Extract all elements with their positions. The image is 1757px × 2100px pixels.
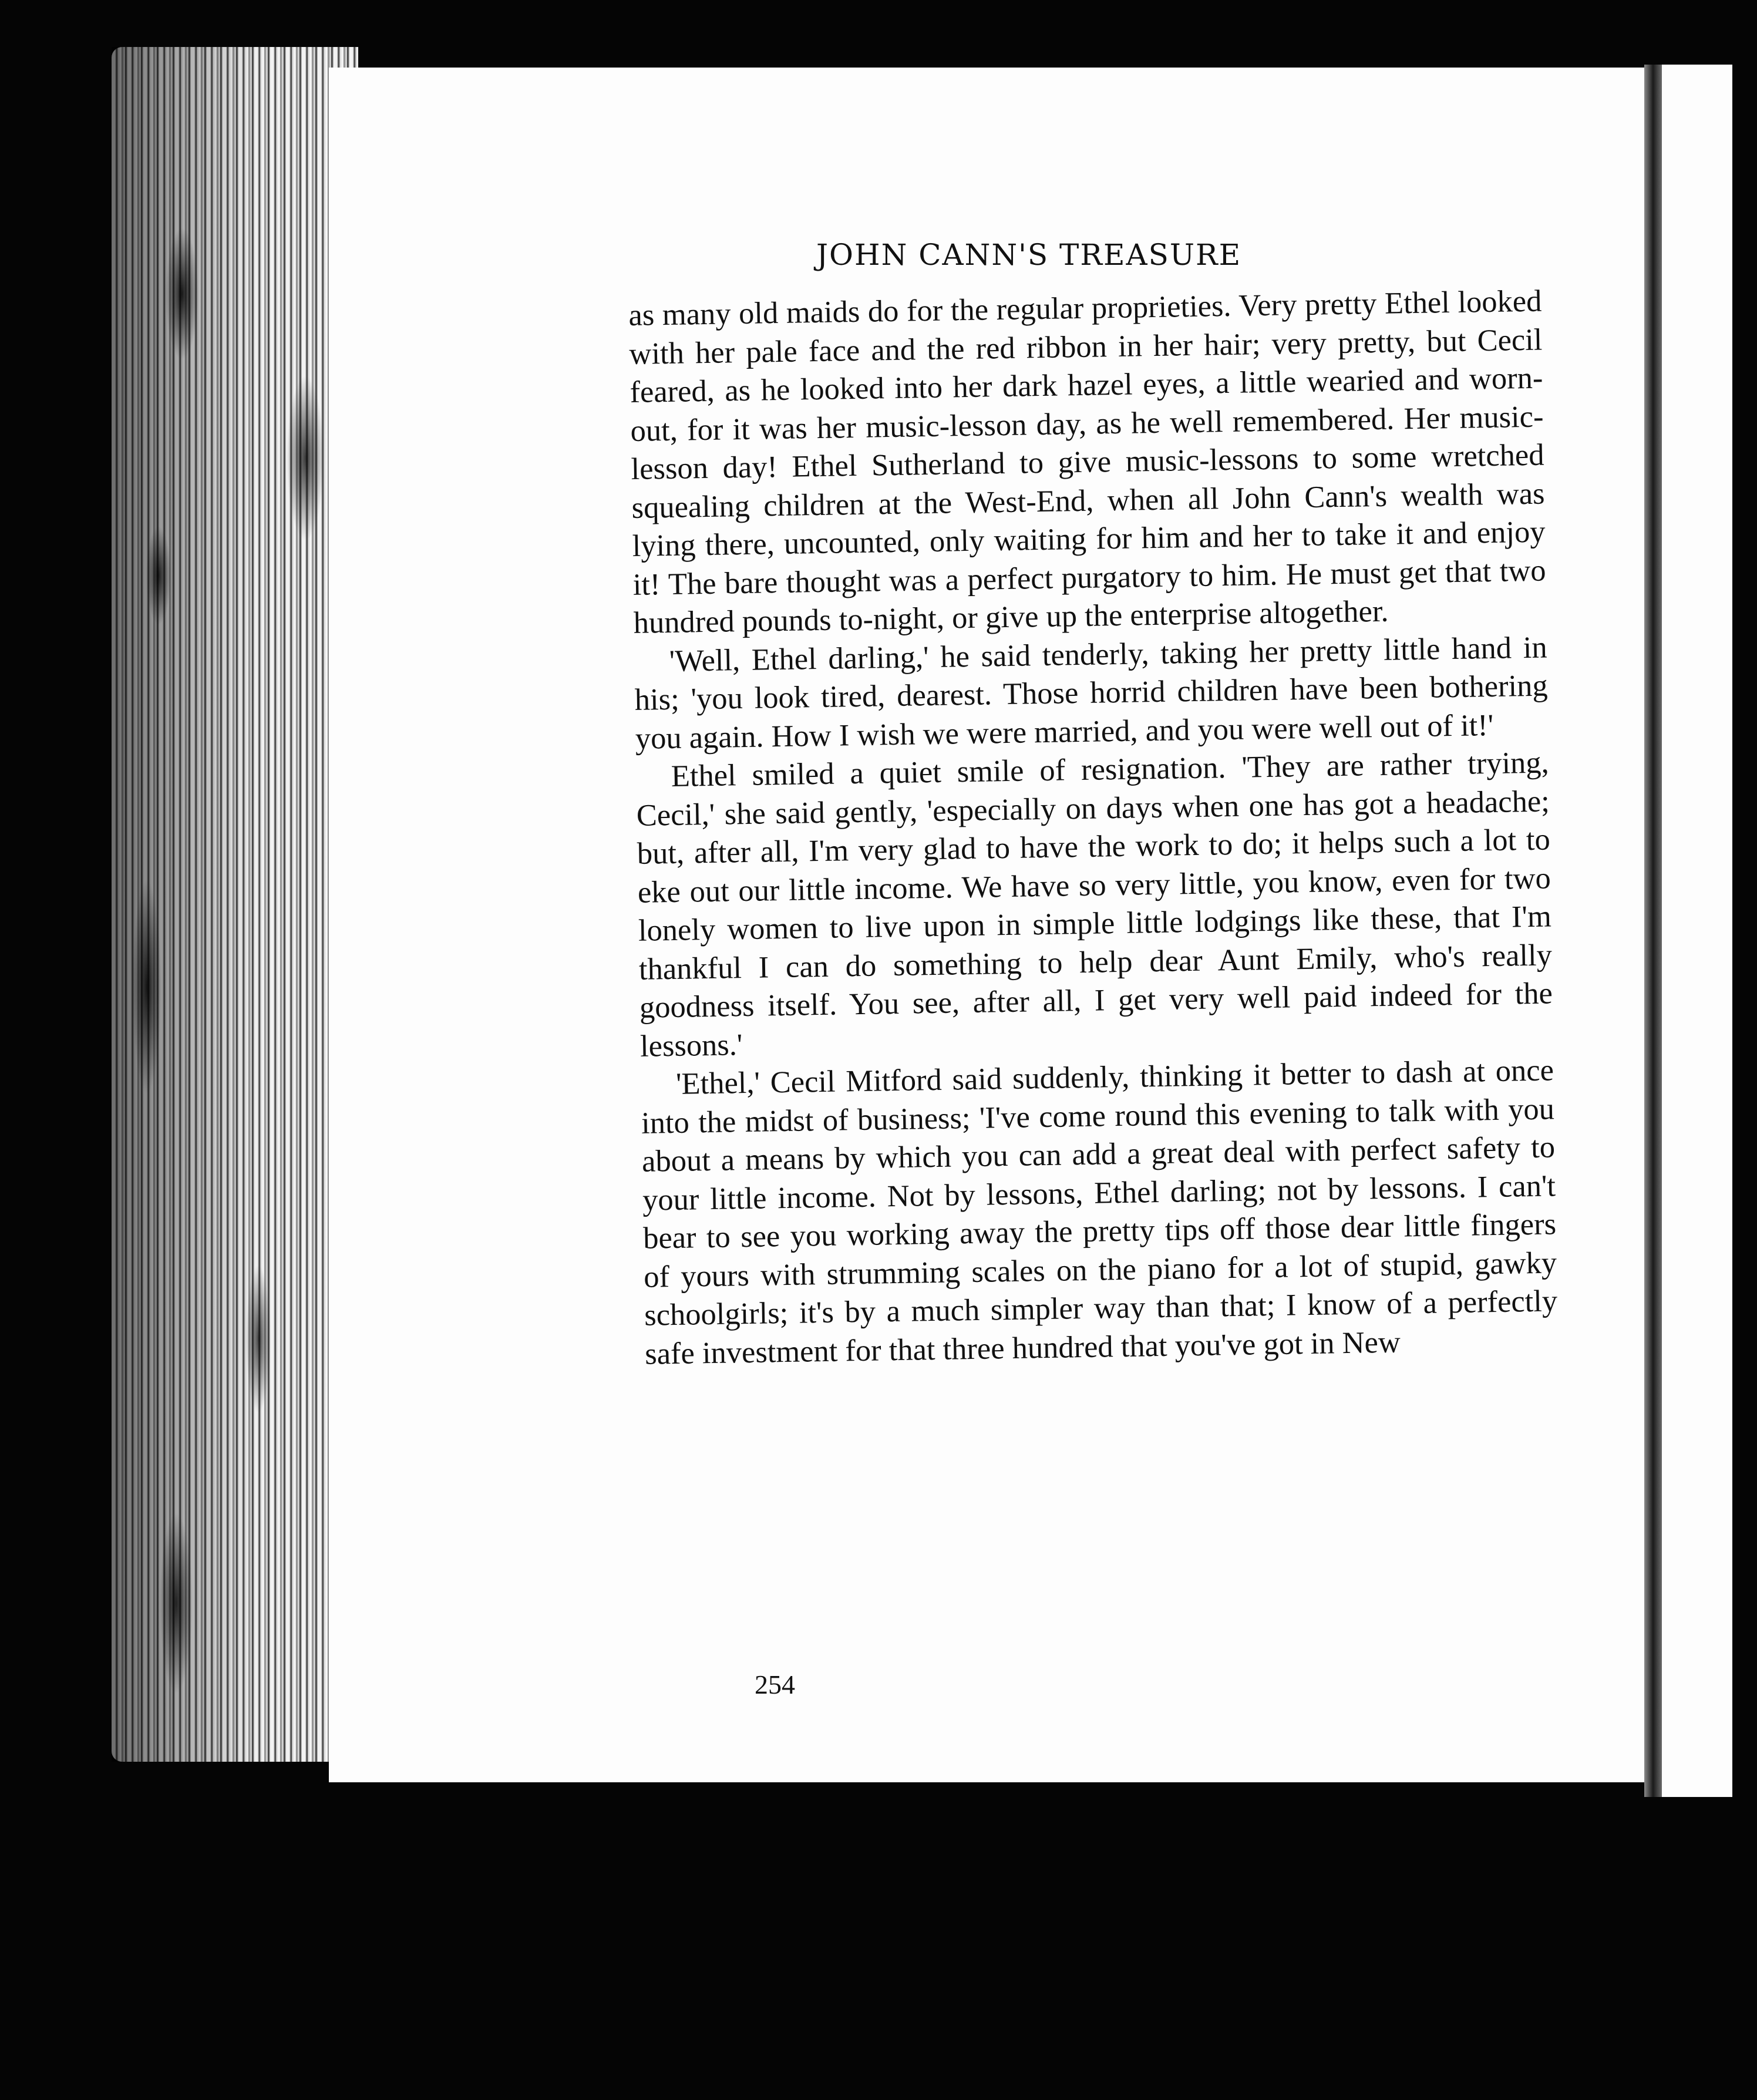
facing-page-edge	[1662, 65, 1732, 1797]
page-edges-shading	[112, 47, 358, 1762]
paragraph: 'Well, Ethel darling,' he said tenderly, taking her pretty little hand in his; 'you look tired, dearest. Those horrid children have been bothering you again. How I wish we were married, and you were well out of it!'	[634, 630, 1549, 756]
paragraph: 'Ethel,' Cecil Mitford said suddenly, thinking it better to dash at once into the midst of business; 'I've come round this evening to talk with you about a means by which you can add a great deal with perfect safety to your little income. Not by lessons, Ethel darling; not by lessons. I can't bear to see you working away the pretty tips off those dear little fingers of yours with strumming scales on the piano for a lot of stupid, gawky schoolgirls; it's by a much simpler way than that; I know of a perfectly safe investment for that three hundred that you've got in New	[641, 1053, 1558, 1371]
running-head: JOHN CANN'S TREASURE	[816, 238, 1242, 272]
paragraph: as many old maids do for the regular proprieties. Very pretty Ethel looked with her pale face and the red ribbon in her hair; very pretty, but Cecil feared, as he looked into her dark hazel eyes, a little wearied and worn-out, for it was her music-lesson day, as he well remembered. Her music-lesson day! Ethel Sutherland to give music-lessons to some wretched squealing children at the West-End, when all John Cann's wealth was lying there, uncounted, only waiting for him and her to take it and enjoy it! The bare thought was a perfect purgatory to him. He must get that two hundred pounds to-night, or give up the enterprise altogether.	[628, 284, 1546, 640]
page-number: 254	[755, 1670, 795, 1699]
paragraph: Ethel smiled a quiet smile of resignation. 'They are rather trying, Cecil,' she said gently, 'especially on days when one has got a headache; but, after all, I'm very glad to have the work to do; it helps such a lot to eke out our little income. We have so very little, you know, even for two lonely women to live upon in simple little lodgings like these, that I'm thankful I can do something to help dear Aunt Emily, who's really goodness itself. You see, after all, I get very well paid indeed for the lessons.'	[636, 745, 1553, 1064]
body-text	[628, 282, 1559, 1374]
book-gutter	[1644, 65, 1662, 1797]
